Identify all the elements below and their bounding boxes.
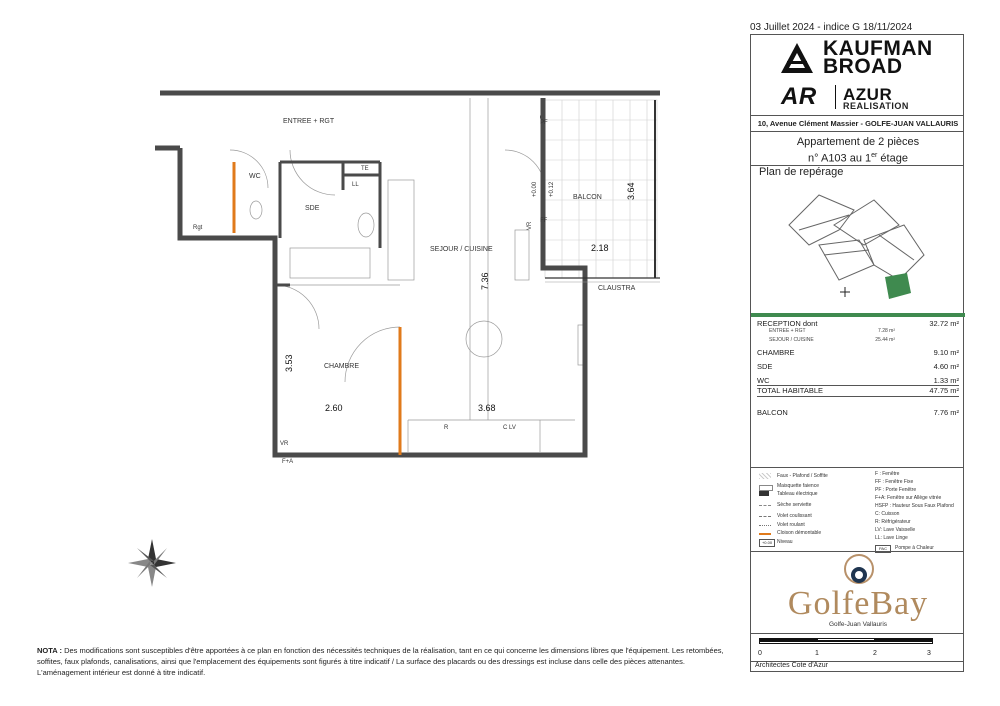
scale-tick-1: 1 xyxy=(815,650,819,657)
title-block-panel xyxy=(750,34,964,672)
legend-volet-coulissant: Volet coulissant xyxy=(777,513,812,519)
surface-total-value: 47.75 m² xyxy=(929,386,959,395)
apartment-number: n° A103 au 1er étage xyxy=(808,152,908,165)
location-key-plan xyxy=(779,185,939,305)
brand-azur: AZUR xyxy=(843,85,893,104)
legend-tableau-swatch xyxy=(759,491,769,496)
legend-volet-roulant: Volet roulant xyxy=(777,522,805,528)
surface-chambre-value: 9.10 m² xyxy=(933,348,959,357)
code-te: TE xyxy=(361,166,369,172)
scale-bar xyxy=(759,638,931,648)
legend-faience: Maisquette faience xyxy=(777,483,819,489)
legend-niveau: Niveau xyxy=(777,539,793,545)
dim-balcon-width: 2.18 xyxy=(591,243,609,253)
surface-reception-value: 32.72 m² xyxy=(929,319,959,328)
scale-tick-2: 2 xyxy=(873,650,877,657)
green-divider xyxy=(751,313,965,317)
legend-lv: LV: Lave Vaisselle xyxy=(875,527,916,533)
room-label-chambre: CHAMBRE xyxy=(324,363,360,370)
code-rgt: Rgt xyxy=(193,225,203,231)
legend-faux-plafond: Faux - Plafond / Soffite xyxy=(777,473,828,479)
brand-realisation: REALISATION xyxy=(843,101,909,111)
surface-sejour-label: SEJOUR / CUISINE xyxy=(769,337,814,343)
code-vr-chambre: VR xyxy=(280,441,289,447)
surface-chambre-label: CHAMBRE xyxy=(757,348,795,357)
legend-volet-roulant-swatch xyxy=(759,525,771,526)
code-fa: F+A xyxy=(282,459,294,465)
code-pf: PF xyxy=(540,120,548,126)
legend-faux-plafond-swatch xyxy=(759,473,771,479)
legend-pac-label: Pompe à Chaleur xyxy=(895,545,934,551)
level-tag-balcon: +0.12 xyxy=(549,181,555,197)
nota-text: Des modifications sont susceptibles d'être apportées à ce plan en fonction des nécessités techniques de la réalisation, tant en ce qui concerne les dimensions libres que l'équipement. Les retombées, soffites, faux plafonds, canalisations, ainsi que l'emplacement des équipements sont figurés à titre indicatif / La surface des placards ou des dressings est incluse dans celle des pièces attenantes. L'aménagement intérieur est donné à titre indicatif. xyxy=(37,646,724,677)
legend-volet-coulissant-swatch xyxy=(759,516,771,517)
room-label-sde: SDE xyxy=(305,205,320,212)
nota-note xyxy=(37,645,737,678)
apartment-title xyxy=(751,136,965,166)
dim-sejour-length: 7.36 xyxy=(480,272,490,290)
dim-chambre-depth: 3.53 xyxy=(284,354,294,372)
surface-total-label: TOTAL HABITABLE xyxy=(757,386,823,395)
azur-ar-logo: AR xyxy=(781,83,817,110)
code-c: C xyxy=(503,425,508,431)
legend-ff: FF : Fenêtre Fixe xyxy=(875,479,914,485)
golfebay-emblem-icon xyxy=(839,553,879,589)
code-vr-sejour: VR xyxy=(527,221,533,230)
legend-ll: LL: Lave Linge xyxy=(875,535,908,541)
surface-balcon-label: BALCON xyxy=(757,408,788,417)
brand-broad: BROAD xyxy=(823,55,903,78)
legend-cloison: Cloison démontable xyxy=(777,530,822,536)
dim-balcon-depth: 3.64 xyxy=(626,182,636,200)
code-ll: LL xyxy=(352,182,359,188)
surface-sejour-value: 25.44 m² xyxy=(875,337,895,343)
surface-entree-label: ENTREE + RGT xyxy=(769,328,806,334)
legend-seche-serviette: Sèche serviette xyxy=(777,502,812,508)
scale-tick-3: 3 xyxy=(927,650,931,657)
legend-f: F : Fenêtre xyxy=(875,471,900,477)
nota-title: NOTA : xyxy=(37,646,62,655)
repere-title: Plan de repérage xyxy=(759,166,844,178)
legend-pf: PF : Porte Fenêtre xyxy=(875,487,917,493)
legend-c: C: Cuisson xyxy=(875,511,900,517)
dim-sejour-width: 3.68 xyxy=(478,403,496,413)
code-r: R xyxy=(444,425,449,431)
legend-left xyxy=(759,471,859,551)
golfebay-logo: GolfeBay xyxy=(787,585,929,622)
room-label-entree: ENTREE + RGT xyxy=(283,118,335,125)
legend-cloison-swatch xyxy=(759,533,771,535)
brand-kaufman: KAUFMAN xyxy=(823,37,933,60)
legend-pac-box: PAC xyxy=(875,545,891,553)
room-label-claustra: CLAUSTRA xyxy=(598,285,636,292)
apartment-location-marker xyxy=(885,273,911,299)
legend-right xyxy=(875,471,963,551)
architect: Architectes Cote d'Azur xyxy=(755,662,828,669)
legend-fa: F+A: Fenêtre sur Allège vitrée xyxy=(875,495,942,501)
golfebay-subtitle: Golfe-Juan Vallauris xyxy=(828,621,888,628)
compass-rose-icon xyxy=(128,539,176,587)
legend-hsfp: HSFP : Hauteur Sous Faux Plafond xyxy=(875,503,954,509)
apartment-type: Appartement de 2 pièces xyxy=(796,136,920,148)
legend-r: R: Réfrigérateur xyxy=(875,519,911,525)
surface-entree-value: 7.28 m² xyxy=(878,328,895,334)
code-ff: FF xyxy=(540,218,548,224)
room-label-wc: WC xyxy=(249,173,261,180)
level-tag-sejour: +0.00 xyxy=(532,181,538,197)
surface-wc-value: 1.33 m² xyxy=(933,376,959,385)
surface-sde-label: SDE xyxy=(757,362,773,371)
legend-seche-swatch xyxy=(759,505,771,507)
interior-lines xyxy=(230,98,584,452)
dim-chambre-width: 2.60 xyxy=(325,403,343,413)
room-label-balcon: BALCON xyxy=(573,194,602,201)
legend-tableau: Tableau électrique xyxy=(777,491,818,497)
date-index-line: 03 Juillet 2024 - indice G 18/11/2024 xyxy=(750,22,913,33)
scale-tick-0: 0 xyxy=(758,650,762,657)
surface-balcon-value: 7.76 m² xyxy=(933,408,959,417)
surface-reception-label: RECEPTION dont xyxy=(757,319,818,328)
surface-wc-label: WC xyxy=(757,376,770,385)
room-label-sejour: SEJOUR / CUISINE xyxy=(430,246,493,253)
partitions xyxy=(275,117,545,285)
legend-level-tag: +0.00 xyxy=(759,539,775,547)
address: 10, Avenue Clément Massier - GOLFE-JUAN VALLAURIS xyxy=(757,119,959,128)
surface-sde-value: 4.60 m² xyxy=(933,362,959,371)
brand-divider xyxy=(835,85,836,109)
code-lv: LV xyxy=(509,425,516,431)
kaufman-broad-logo-icon xyxy=(779,41,815,75)
